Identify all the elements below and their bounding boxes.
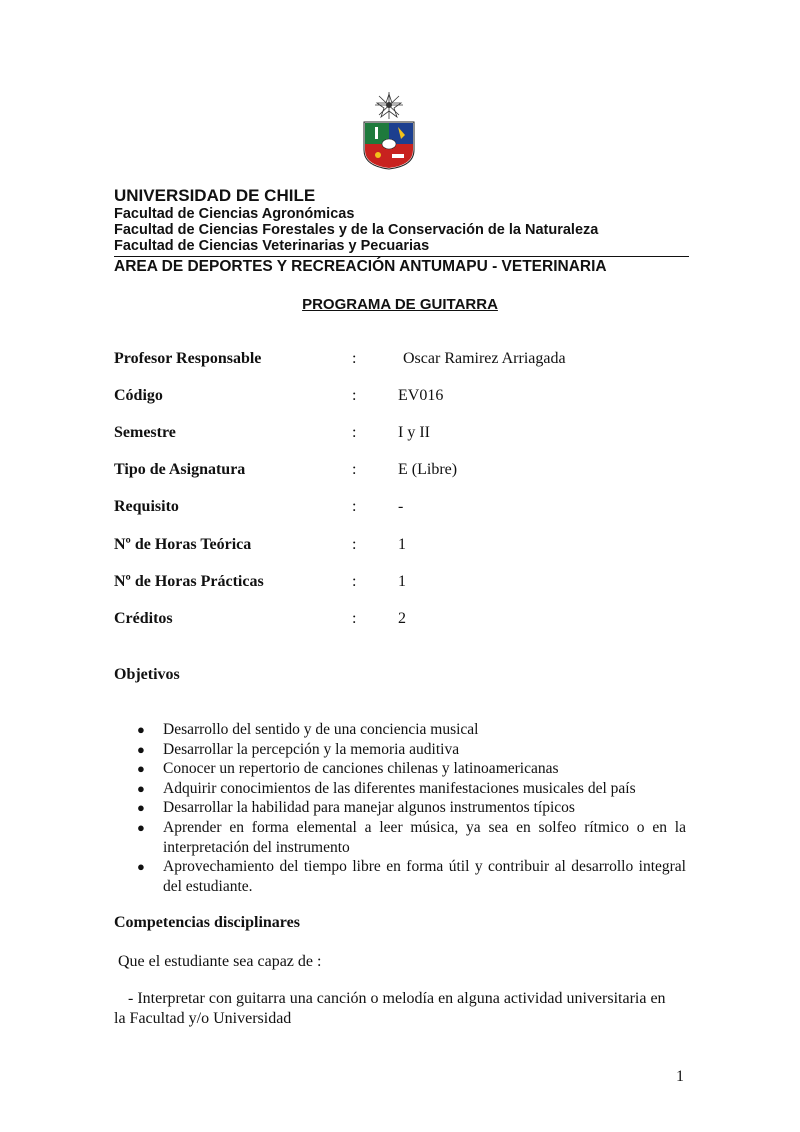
bullet-icon: ●	[137, 800, 145, 816]
bullet-icon: ●	[137, 722, 145, 737]
bullet-icon: ●	[137, 819, 145, 835]
list-item	[137, 857, 686, 896]
faculty-agronomicas: Facultad de Ciencias Agronómicas	[114, 206, 355, 222]
field-value-requisito: -	[398, 498, 404, 515]
list-item-text: Aprovechamiento del tiempo libre en forma útil y contribuir al desarrollo integral del estudiante.	[163, 858, 686, 895]
bullet-icon: ●	[137, 780, 145, 796]
university-name: UNIVERSIDAD DE CHILE	[114, 186, 316, 205]
field-separator: :	[352, 387, 357, 404]
list-item	[137, 740, 686, 760]
objetivos-heading: Objetivos	[114, 666, 180, 683]
list-item-text: Desarrollo del sentido y de una conciencia musical	[163, 721, 479, 738]
objetivos-list	[137, 720, 686, 896]
university-crest-logo	[358, 92, 420, 170]
faculty-veterinarias: Facultad de Ciencias Veterinarias y Pecuarias	[114, 238, 430, 254]
field-value-creditos: 2	[398, 610, 406, 627]
header-divider	[114, 256, 689, 257]
list-item-text: Desarrollar la percepción y la memoria auditiva	[163, 740, 460, 758]
field-label-horas-teorica: Nº de Horas Teórica	[114, 536, 252, 553]
bullet-icon: ●	[137, 741, 145, 757]
list-item-text: Aprender en forma elemental a leer música, ya sea en solfeo rítmico o en la interpretación del instrumento	[163, 818, 686, 856]
page-number: 1	[676, 1068, 684, 1085]
field-separator: :	[352, 350, 357, 367]
field-separator: :	[352, 573, 357, 590]
bullet-icon: ●	[137, 859, 145, 875]
list-item	[137, 720, 686, 740]
document-title: PROGRAMA DE GUITARRA	[302, 296, 498, 313]
list-item	[137, 818, 686, 857]
list-item-text: Desarrollar la habilidad para manejar algunos instrumentos típicos	[163, 799, 575, 817]
field-label-semestre: Semestre	[114, 424, 176, 441]
field-label-tipo: Tipo de Asignatura	[114, 461, 246, 478]
field-label-profesor: Profesor Responsable	[114, 350, 262, 367]
field-value-codigo: EV016	[398, 387, 444, 404]
bullet-icon: ●	[137, 761, 145, 777]
area-title: AREA DE DEPORTES Y RECREACIÓN ANTUMAPU - VETERINARIA	[114, 258, 607, 275]
field-separator: :	[352, 610, 357, 627]
list-item	[137, 759, 686, 779]
field-value-tipo: E (Libre)	[398, 461, 458, 478]
field-label-codigo: Código	[114, 387, 163, 404]
field-separator: :	[352, 536, 357, 553]
field-separator: :	[352, 424, 357, 441]
competencias-heading: Competencias disciplinares	[114, 914, 300, 931]
competencias-intro: Que el estudiante sea capaz de :	[118, 953, 322, 970]
competencia-line-2: la Facultad y/o Universidad	[114, 1010, 292, 1027]
list-item	[137, 798, 686, 818]
list-item-text: Conocer un repertorio de canciones chilenas y latinoamericanas	[163, 760, 559, 778]
field-value-profesor: Oscar Ramirez Arriagada	[403, 350, 566, 367]
list-item	[137, 779, 686, 799]
field-label-requisito: Requisito	[114, 498, 179, 515]
faculty-forestales: Facultad de Ciencias Forestales y de la Conservación de la Naturaleza	[114, 222, 599, 238]
field-value-semestre: I y II	[398, 424, 430, 441]
list-item-text: Adquirir conocimientos de las diferentes manifestaciones musicales del país	[163, 779, 636, 797]
field-value-horas-teorica: 1	[398, 536, 406, 553]
competencia-line-1: - Interpretar con guitarra una canción o melodía en alguna actividad universitaria en	[128, 990, 666, 1007]
field-value-horas-practicas: 1	[398, 573, 406, 590]
field-separator: :	[352, 498, 357, 515]
field-label-creditos: Créditos	[114, 610, 173, 627]
field-separator: :	[352, 461, 357, 478]
field-label-horas-practicas: Nº de Horas Prácticas	[114, 573, 264, 590]
